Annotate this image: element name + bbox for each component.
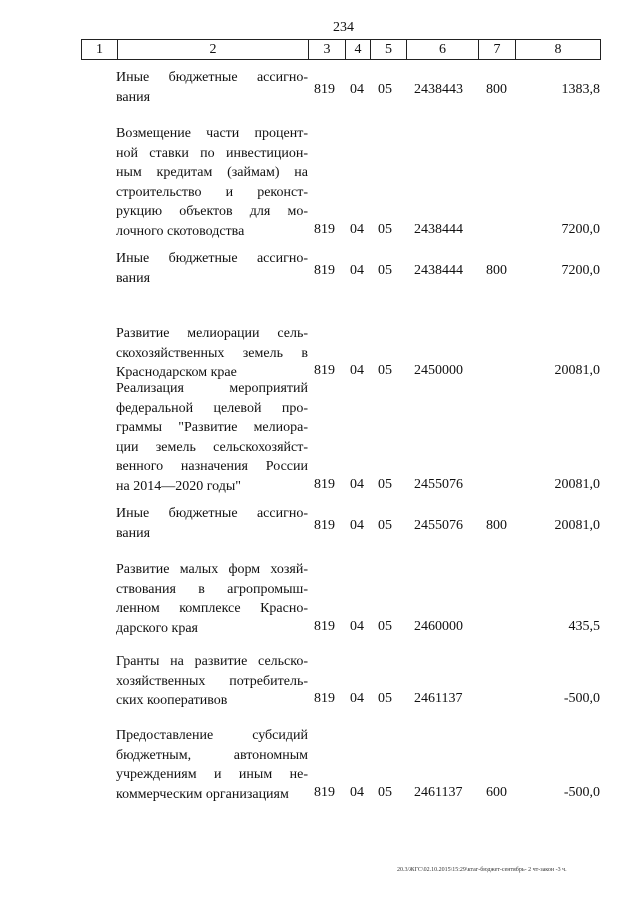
column-header-1: 1 — [82, 40, 118, 60]
section-code: 04 — [350, 691, 364, 706]
subsection-code: 05 — [378, 517, 392, 533]
row-description-line: учреждениям и иным не- — [116, 767, 308, 782]
amount: 7200,0 — [561, 221, 600, 237]
expense-type-code: 600 — [486, 784, 507, 800]
row-description-line: хозяйственных потребитель- — [116, 673, 308, 689]
ministry-code: 819 — [314, 691, 335, 706]
expense-type-code: 800 — [486, 262, 507, 278]
ministry-code: 819 — [314, 363, 335, 378]
expense-type-code: 800 — [486, 81, 507, 97]
row-description-line: вания — [116, 89, 151, 105]
row-description — [116, 324, 308, 383]
target-article-code: 2461137 — [414, 784, 463, 800]
subsection-code: 05 — [378, 363, 392, 378]
row-description — [116, 249, 308, 288]
amount: 20081,0 — [554, 476, 600, 492]
column-header-2: 2 — [118, 40, 309, 60]
row-description — [116, 652, 308, 711]
amount: -500,0 — [563, 784, 600, 800]
subsection-code: 05 — [378, 221, 392, 237]
budget-row — [0, 652, 640, 715]
budget-row — [0, 560, 640, 642]
column-header-8: 8 — [516, 40, 601, 60]
amount: 20081,0 — [554, 517, 600, 533]
column-header-4: 4 — [346, 40, 371, 60]
target-article-code: 2460000 — [414, 618, 463, 634]
row-description-line: ских кооперативов — [116, 693, 228, 708]
row-description-line: Иные бюджетные ассигно- — [116, 70, 308, 85]
subsection-code: 05 — [378, 476, 392, 492]
row-description-line: ной ставки по инвестицион- — [116, 145, 308, 161]
ministry-code: 819 — [314, 784, 335, 800]
row-description-line: ствования в агропромыш- — [116, 581, 308, 597]
row-description — [116, 726, 308, 804]
amount: 1383,8 — [561, 81, 600, 97]
subsection-code: 05 — [378, 81, 392, 97]
column-header-3: 3 — [309, 40, 346, 60]
column-header-row — [82, 40, 601, 60]
budget-row — [0, 324, 640, 387]
ministry-code: 819 — [314, 221, 335, 237]
section-code: 04 — [350, 476, 364, 492]
ministry-code: 819 — [314, 476, 335, 492]
target-article-code: 2438444 — [414, 262, 463, 278]
row-description-line: вания — [116, 525, 151, 541]
row-description-line: ленном комплексе Красно- — [116, 601, 308, 616]
subsection-code: 05 — [378, 618, 392, 634]
budget-row — [0, 504, 640, 547]
row-description — [116, 379, 308, 496]
row-description-line: Иные бюджетные ассигно- — [116, 506, 308, 521]
row-description-line: вания — [116, 270, 151, 286]
row-description-line: дарского края — [116, 620, 198, 636]
document-footer: 20.3/ЖГС\02.10.2015\15:29\ктаг-бюджет-сентябрь- 2 чт-закон -3 ч. — [397, 867, 567, 873]
budget-row — [0, 124, 640, 245]
column-header-6: 6 — [407, 40, 479, 60]
row-description-line: ным кредитам (займам) на — [116, 165, 308, 180]
row-description-line: строительство и реконст- — [116, 184, 308, 200]
row-description — [116, 68, 308, 107]
subsection-code: 05 — [378, 784, 392, 800]
subsection-code: 05 — [378, 262, 392, 278]
ministry-code: 819 — [314, 262, 335, 278]
section-code: 04 — [350, 81, 364, 97]
row-description-line: граммы "Развитие мелиора- — [116, 420, 308, 435]
ministry-code: 819 — [314, 618, 335, 634]
row-description-line: бюджетным, автономным — [116, 747, 308, 763]
target-article-code: 2455076 — [414, 476, 463, 492]
row-description-line: федеральной целевой про- — [116, 400, 308, 416]
row-description-line: Развитие малых форм хозяй- — [116, 562, 308, 577]
section-code: 04 — [350, 221, 364, 237]
ministry-code: 819 — [314, 81, 335, 97]
column-header-7: 7 — [479, 40, 516, 60]
row-description-line: Реализация мероприятий — [116, 381, 308, 396]
section-code: 04 — [350, 262, 364, 278]
row-description-line: Развитие мелиорации сель- — [116, 326, 308, 341]
row-description-line: рукцию объектов для мо- — [116, 204, 308, 219]
row-description-line: Иные бюджетные ассигно- — [116, 251, 308, 266]
budget-row — [0, 68, 640, 111]
row-description-line: лочного скотоводства — [116, 223, 245, 239]
ministry-code: 819 — [314, 517, 335, 533]
row-description-line: венного назначения России — [116, 459, 308, 474]
row-description-line: коммерческим организациям — [116, 786, 289, 802]
row-description-line: Предоставление субсидий — [116, 728, 308, 743]
target-article-code: 2438443 — [414, 81, 463, 97]
amount: 20081,0 — [554, 363, 600, 378]
budget-row — [0, 726, 640, 808]
section-code: 04 — [350, 618, 364, 634]
subsection-code: 05 — [378, 691, 392, 706]
column-header-table — [81, 39, 601, 60]
target-article-code: 2461137 — [414, 691, 463, 706]
row-description-line: Гранты на развитие сельско- — [116, 654, 308, 669]
section-code: 04 — [350, 363, 364, 378]
row-description — [116, 560, 308, 638]
section-code: 04 — [350, 784, 364, 800]
target-article-code: 2450000 — [414, 363, 463, 378]
page-number: 234 — [333, 20, 354, 35]
amount: -500,0 — [563, 691, 600, 706]
target-article-code: 2438444 — [414, 221, 463, 237]
amount: 7200,0 — [561, 262, 600, 278]
section-code: 04 — [350, 517, 364, 533]
target-article-code: 2455076 — [414, 517, 463, 533]
row-description-line: ции земель сельскохозяйст- — [116, 439, 308, 455]
row-description — [116, 504, 308, 543]
budget-row — [0, 379, 640, 500]
expense-type-code: 800 — [486, 517, 507, 533]
amount: 435,5 — [568, 618, 600, 634]
row-description-line: на 2014—2020 годы" — [116, 478, 241, 494]
row-description-line: скохозяйственных земель в — [116, 345, 308, 361]
column-header-5: 5 — [371, 40, 407, 60]
row-description-line: Возмещение части процент- — [116, 126, 308, 141]
budget-row — [0, 249, 640, 292]
row-description-line: Краснодарском крае — [116, 365, 237, 380]
row-description — [116, 124, 308, 241]
